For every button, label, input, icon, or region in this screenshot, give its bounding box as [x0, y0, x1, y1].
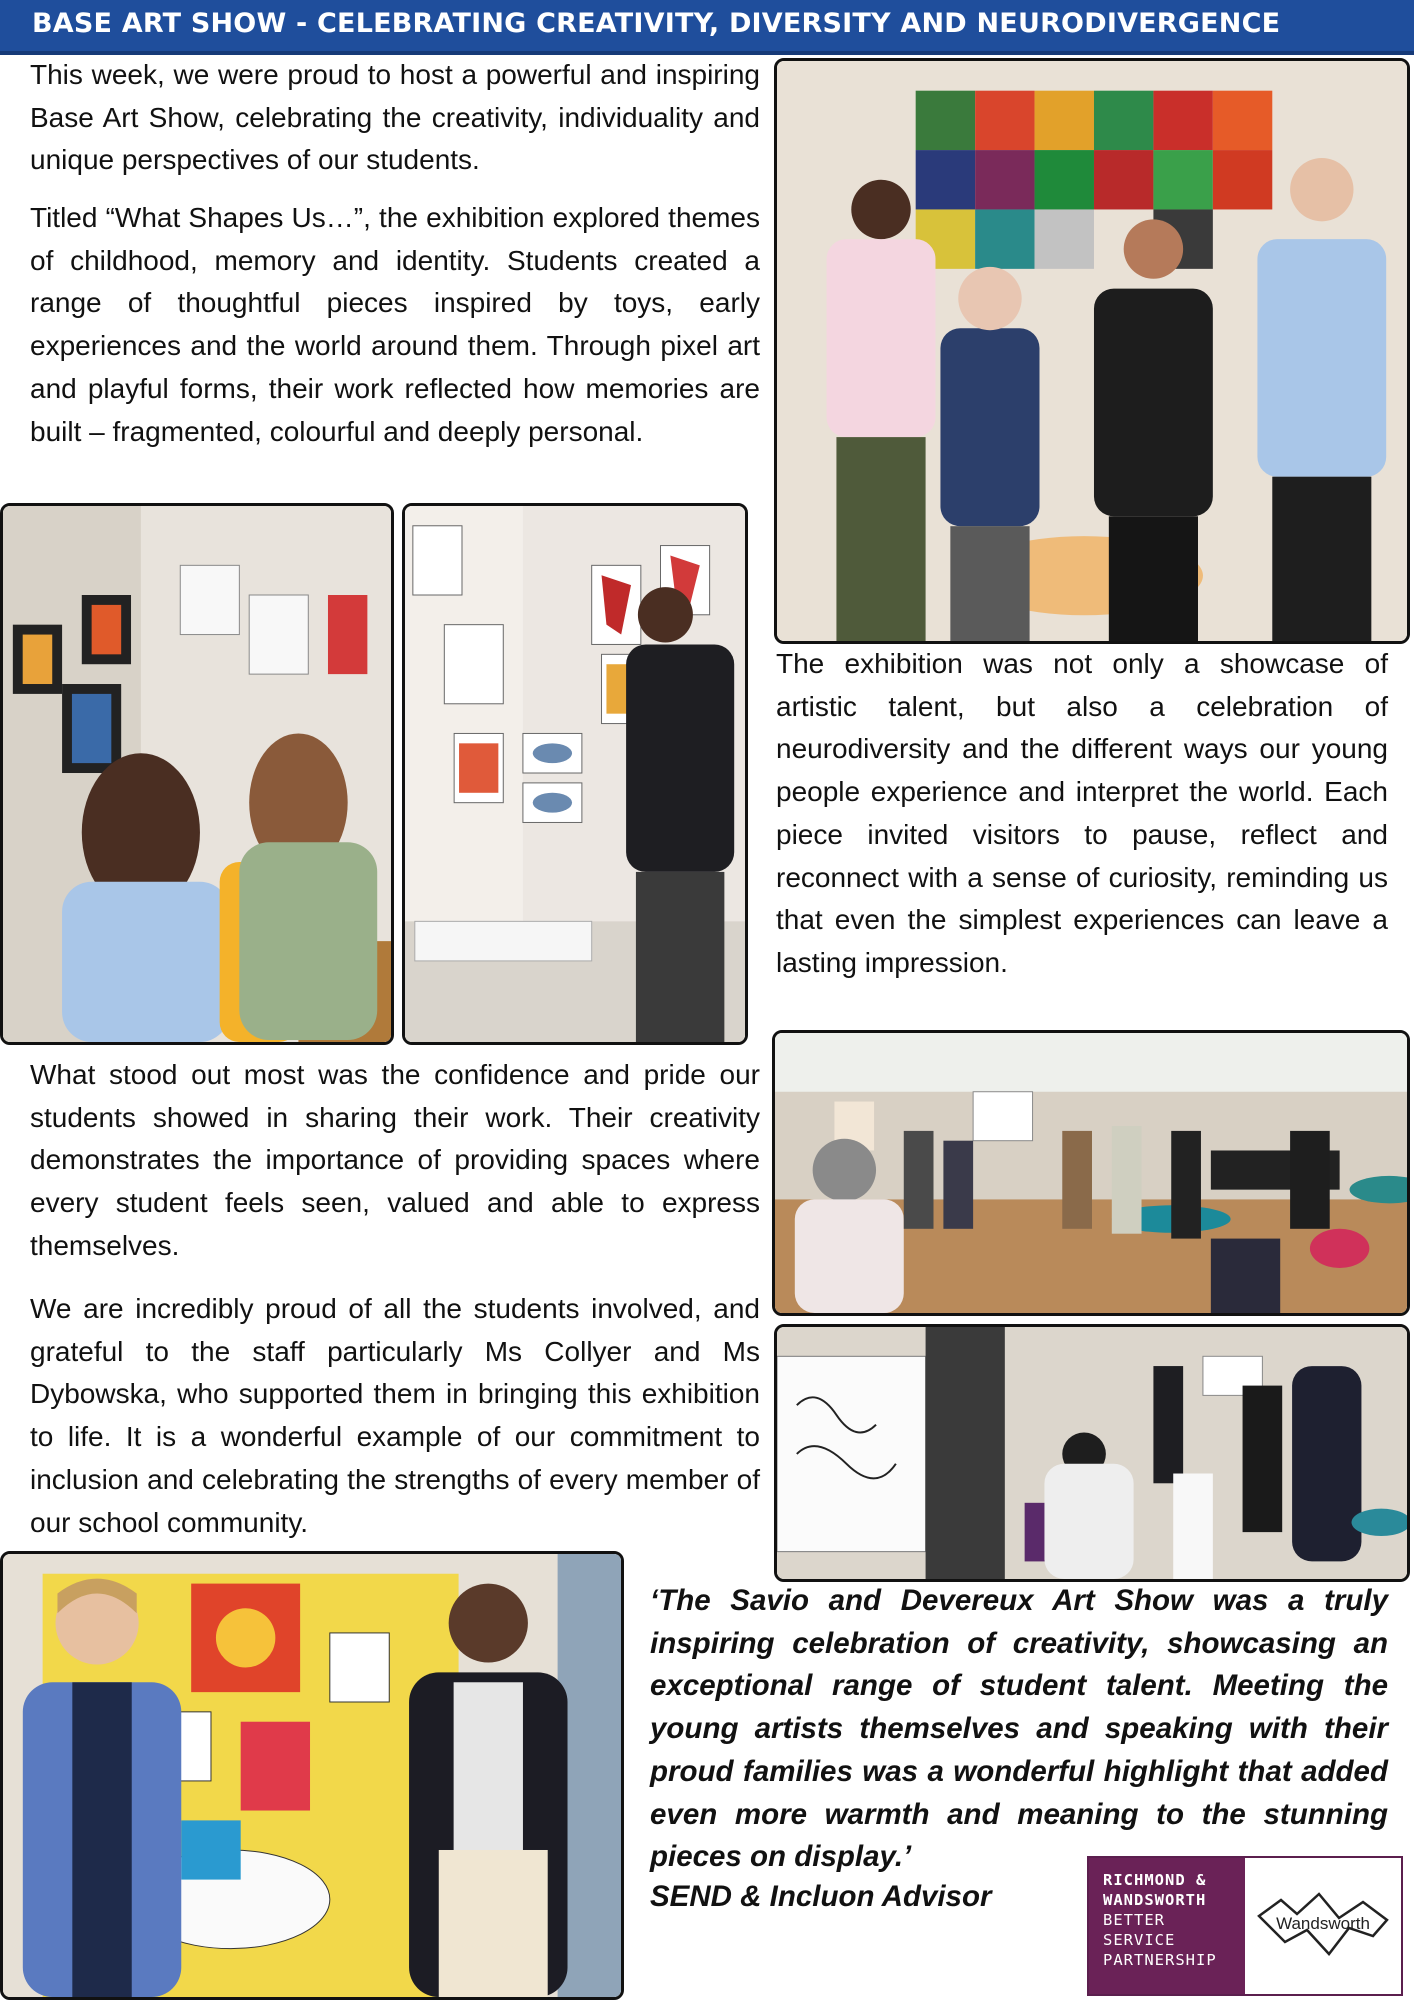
neurodiversity-paragraph: The exhibition was not only a showcase of artistic talent, but also a celebration of neurodiversity and the different ways our young people experience and interpret the world. Each piece invited visitors to pause, reflect and reconnect with a sense of curiosity, reminding us that even the simplest experiences can leave a lasting impression. [776, 648, 1388, 978]
logo-line-5: PARTNERSHIP [1103, 1951, 1217, 1969]
wandsworth-council-logo [1245, 1858, 1401, 1994]
exhibition-hall-photo [772, 1030, 1410, 1316]
council-name: Wandsworth [1276, 1914, 1370, 1933]
page-banner [0, 0, 1414, 55]
advisor-quote: ‘The Savio and Devereux Art Show was a truly inspiring celebration of creativity, showcasing an exceptional range of student talent. Meeting the young artists themselves and speaking with their proud families was a wonderful highlight that added even more warmth and meaning to the stunning pieces on display.’ [650, 1584, 1388, 1874]
staff-photo [0, 1551, 624, 2000]
logo-line-4: SERVICE [1103, 1931, 1176, 1949]
students-group-photo [774, 58, 1410, 644]
confidence-paragraph: What stood out most was the confidence and pride our students showed in sharing their work. Their creativity demonstrates the importance of providing spaces where every student feels seen, valued and able to express themselves. [30, 1059, 760, 1261]
logo-line-2: WANDSWORTH [1103, 1891, 1207, 1909]
logo-line-1: RICHMOND & [1103, 1871, 1207, 1889]
quote-attribution: SEND & Incluon Advisor [650, 1880, 992, 1913]
gratitude-paragraph: We are incredibly proud of all the students involved, and grateful to the staff particularly Ms Collyer and Ms Dybowska, who supported them in bringing this exhibition to life. It is a wonderful example of our commitment to inclusion and celebrating the strengths of every member of our school community. [30, 1293, 760, 1538]
logo-line-3: BETTER [1103, 1911, 1165, 1929]
student-with-artwork-photo [402, 503, 748, 1045]
page-title: BASE ART SHOW - CELEBRATING CREATIVITY, DIVERSITY AND NEURODIVERGENCE [32, 8, 1281, 39]
rwbsp-logo-text [1089, 1858, 1245, 1994]
students-viewing-art-photo [0, 503, 394, 1045]
intro-paragraph: This week, we were proud to host a powerful and inspiring Base Art Show, celebrating the creativity, individuality and unique perspectives of our students. [30, 59, 760, 176]
visitors-browsing-photo [774, 1324, 1410, 1582]
partnership-logo [1087, 1856, 1403, 1996]
exhibition-theme-paragraph: Titled “What Shapes Us…”, the exhibition explored themes of childhood, memory and identity. Students created a range of thoughtful pieces inspired by toys, early experiences and the world around them. Through pixel art and playful forms, their work reflected how memories are built – fragmented, colourful and deeply personal. [30, 202, 760, 447]
